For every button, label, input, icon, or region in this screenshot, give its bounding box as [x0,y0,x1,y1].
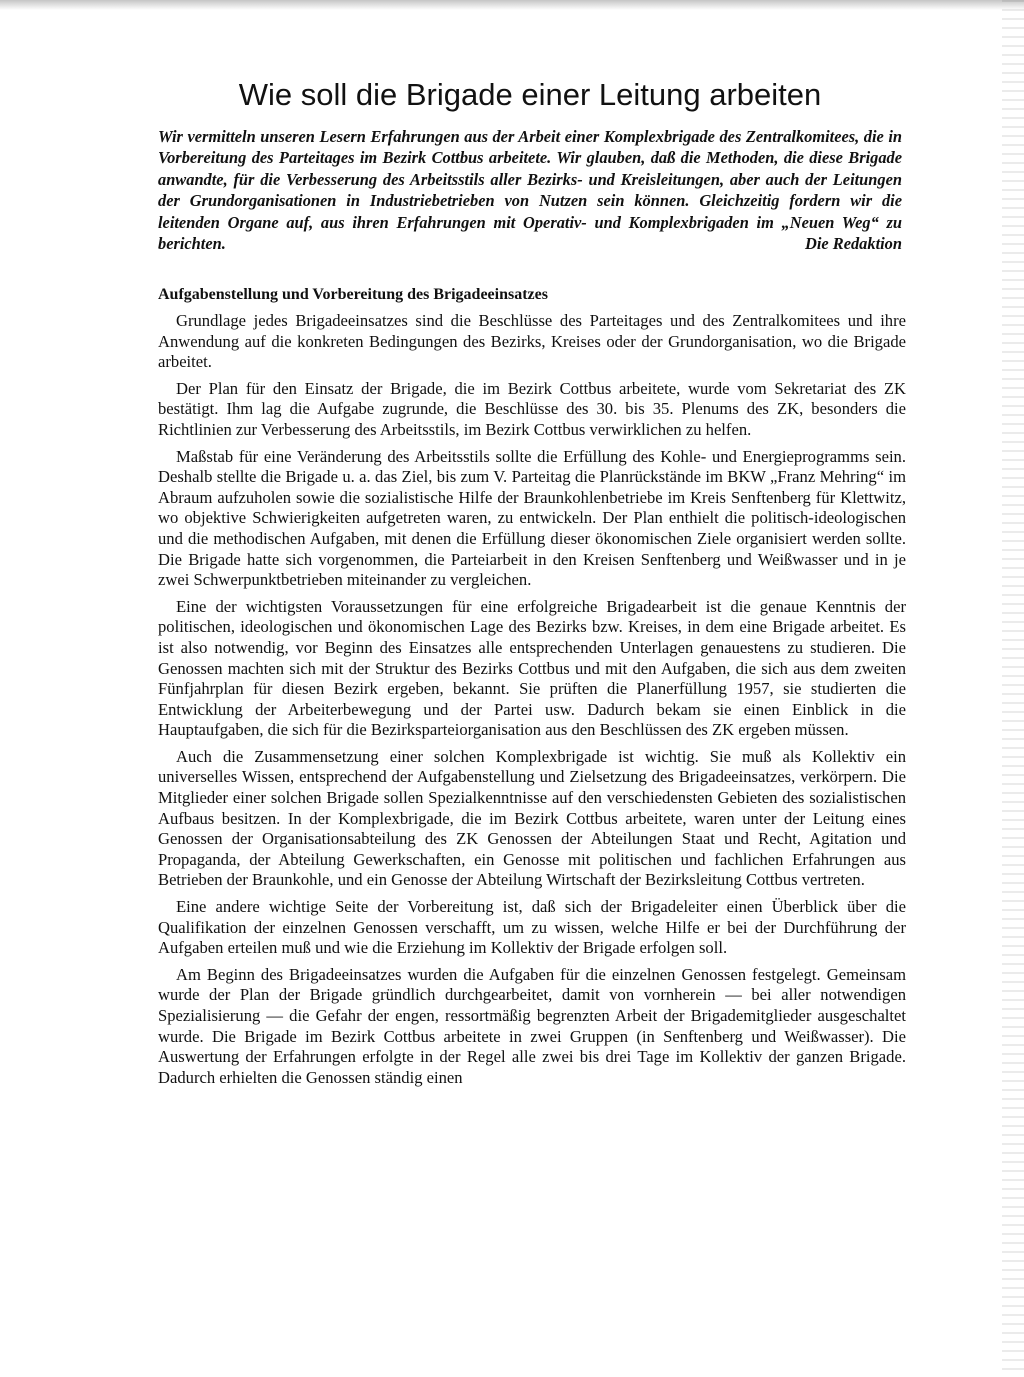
paragraph-2: Der Plan für den Einsatz der Brigade, die im Bezirk Cottbus arbeitete, wurde vom Sekretariat des ZK bestätigt. Ihm lag die Aufgabe zugrunde, die Beschlüsse des 30. bis 35. Plenums des ZK, besonders die Richtlinien zur Verbesserung des Arbeitsstils, im Bezirk Cottbus verwirklichen zu helfen. [158,378,906,439]
paragraph-6: Eine andere wichtige Seite der Vorbereitung ist, daß sich der Brigadeleiter einen Überblick über die Qualifikation der einzelnen Genossen verschafft, um zu wissen, welche Hilfe er bei der Durchführung der Aufgaben erteilen muß und wie die Erziehung im Kollektiv der Brigade erfolgen soll. [158,897,906,958]
paragraph-1: Grundlage jedes Brigadeeinsatzes sind die Beschlüsse des Parteitages und des Zentralkomitees und ihre Anwendung auf die konkreten Bedingungen des Bezirks, Kreises oder der Grundorganisation, wo die Brigade arbeitet. [158,311,906,372]
article-title: Wie soll die Brigade einer Leitung arbeiten [238,77,822,112]
scan-edge-right [1002,0,1024,1377]
editorial-intro [158,126,902,254]
article-body [158,311,906,1094]
paragraph-7: Am Beginn des Brigadeeinsatzes wurden die Aufgaben für die einzelnen Genossen festgelegt. Gemeinsam wurde der Plan der Brigade gründlich durchgearbeitet, damit von vornherein — bei aller notwendigen Spezialisierung — die Gefahr der engen, ressortmäßig begrenzten Arbeit der Brigademitglieder ausgeschaltet wurde. Die Brigade im Bezirk Cottbus arbeitete in zwei Gruppen (in Senftenberg und Weißwasser). Die Auswertung der Erfahrungen erfolgte in der Regel alle zwei bis drei Tage im Kollektiv der ganzen Brigade. Dadurch erhielten die Genossen ständig einen [158,964,906,1087]
paragraph-4: Eine der wichtigsten Voraussetzungen für eine erfolgreiche Brigadearbeit ist die genaue Kenntnis der politischen, ideologischen und ökonomischen Lage des Bezirks bzw. Kreises, in dem eine Brigade arbeitet. Es ist also notwendig, vor Beginn des Einsatzes alle entsprechenden Unterlagen genauestens zu studieren. Die Genossen machten sich mit der Struktur des Bezirks Cottbus und mit den Aufgaben, die sich aus dem zweiten Fünfjahrplan für diesen Bezirk ergeben, bekannt. Sie prüften die Planerfüllung 1957, sie studierten die Entwicklung der Arbeiterbewegung und der Partei usw. Dadurch bekam sie einen Einblick in die Hauptaufgaben, die sich für die Bezirksparteiorganisation aus den Beschlüssen des ZK ergeben müssen. [158,596,906,740]
paragraph-3: Maßstab für eine Veränderung des Arbeitsstils sollte die Erfüllung des Kohle- und Energieprogramms sein. Deshalb stellte die Brigade u. a. das Ziel, bis zum V. Parteitag die Planrückstände im BKW „Franz Mehring“ im Abraum aufzuholen sowie die sozialistische Hilfe der Braunkohlenbetriebe im Kreis Senftenberg für Klettwitz, wo objektive Schwierigkeiten aufgetreten waren, zu entwickeln. Der Plan enthielt die politisch-ideologischen und die methodischen Aufgaben, mit denen die Erfüllung dieser ökonomischen Ziele organisiert werden sollte. Die Brigade hatte sich vorgenommen, die Parteiarbeit in den Kreisen Senftenberg und Weißwasser und in je zwei Schwerpunktbetrieben miteinander zu vergleichen. [158,446,906,590]
paragraph-5: Auch die Zusammensetzung einer solchen Komplexbrigade ist wichtig. Sie muß als Kollektiv ein universelles Wissen, entsprechend der Aufgabenstellung und Zielsetzung des Brigadeeinsatzes, verkörpern. Die Mitglieder einer solchen Brigade sollen Spezialkenntnisse auf den verschiedensten Gebieten des sozialistischen Aufbaus besitzen. In der Komplexbrigade, die im Bezirk Cottbus arbeitete, waren unter der Leitung eines Genossen der Organisationsabteilung des ZK Genossen der Abteilungen Staat und Recht, Agitation und Propaganda, der Abteilung Gewerkschaften, ein Genosse mit politischen und fachlichen Erfahrungen aus Betrieben der Braunkohle, und ein Genosse der Abteilung Wirtschaft der Bezirksleitung Cottbus vertreten. [158,746,906,890]
editorial-signature: Die Redaktion [805,234,902,254]
editorial-intro-text: Wir vermitteln unseren Lesern Erfahrungen aus der Arbeit einer Komplexbrigade des Zentralkomitees, die in Vorbereitung des Parteitages im Bezirk Cottbus arbeitete. Wir glauben, daß die Methoden, die diese Brigade anwandte, für die Verbesserung des Arbeitsstils aller Bezirks- und Kreisleitungen, aber auch der Leitungen der Grundorganisationen in Industriebetrieben von Nutzen sein können. Gleichzeitig fordern wir die leitenden Organe auf, aus ihren Erfahrungen mit Operativ- und Komplexbrigaden im „Neuen Weg“ zu berichten. [158,127,902,254]
scan-edge-top [0,0,1024,10]
section-heading: Aufgabenstellung und Vorbereitung des Brigadeeinsatzes [158,286,548,303]
